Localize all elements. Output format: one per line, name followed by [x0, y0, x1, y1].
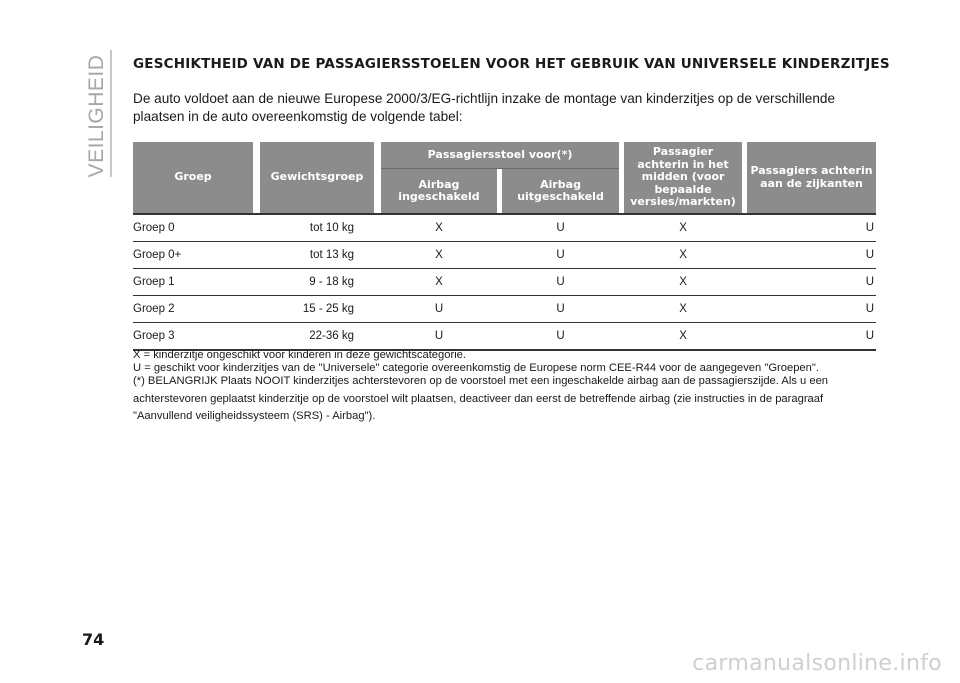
cell-rear-center: X — [624, 214, 742, 242]
cell-rear-center: X — [624, 242, 742, 269]
note-important: (*) BELANGRIJK Plaats NOOIT kinderzitjes achterstevoren op de voorstoel met een ingeschakelde airbag aan de passagierszijde. Als u een achterstevoren geplaatst kinderzitje op de voorstoel wilt plaatsen, deactiveer dan eerst de betreffende airbag (zie instructies in de paragraaf "Aanvullend veiligheidssysteem (SRS) - Airbag"). — [133, 375, 829, 422]
watermark: carmanualsonline.info — [692, 651, 942, 676]
table-notes — [133, 349, 878, 426]
page-number: 74 — [82, 630, 105, 649]
section-tab — [86, 56, 108, 176]
cell-group: Groep 0+ — [133, 242, 253, 269]
table-row — [133, 242, 876, 269]
header-row — [133, 142, 876, 169]
cell-weight: tot 10 kg — [260, 214, 374, 242]
cell-rear-side: U — [747, 296, 876, 323]
table-row — [133, 214, 876, 242]
cell-rear-center: X — [624, 323, 742, 351]
cell-weight: 22-36 kg — [260, 323, 374, 351]
cell-rear-side: U — [747, 242, 876, 269]
cell-airbag-off: U — [502, 242, 619, 269]
cell-airbag-off: U — [502, 323, 619, 351]
cell-weight: tot 13 kg — [260, 242, 374, 269]
intro-paragraph: De auto voldoet aan de nieuwe Europese 2000/3/EG-richtlijn inzake de montage van kinderzitjes op de verschillende plaatsen in de auto overeenkomstig de volgende tabel: — [133, 91, 836, 124]
cell-airbag-on: U — [381, 323, 497, 351]
cell-airbag-on: X — [381, 269, 497, 296]
cell-rear-side: U — [747, 323, 876, 351]
section-divider — [110, 50, 112, 177]
cell-group: Groep 0 — [133, 214, 253, 242]
table-row — [133, 296, 876, 323]
header-airbag-off: Airbag uitgeschakeld — [502, 169, 619, 215]
cell-group: Groep 3 — [133, 323, 253, 351]
cell-airbag-on: X — [381, 242, 497, 269]
cell-group: Groep 1 — [133, 269, 253, 296]
header-group: Groep — [133, 142, 253, 214]
header-rear-center: Passagier achterin in het midden (voor bepaalde versies/markten) — [624, 142, 742, 214]
cell-weight: 15 - 25 kg — [260, 296, 374, 323]
cell-rear-center: X — [624, 296, 742, 323]
table-row — [133, 269, 876, 296]
cell-airbag-off: U — [502, 269, 619, 296]
header-airbag-on: Airbag ingeschakeld — [381, 169, 497, 215]
section-tab-label: VEILIGHEID — [85, 54, 108, 178]
cell-airbag-off: U — [502, 296, 619, 323]
header-weight: Gewichtsgroep — [260, 142, 374, 214]
page-title: GESCHIKTHEID VAN DE PASSAGIERSSTOELEN VOOR HET GEBRUIK VAN UNIVERSELE KINDERZITJES — [133, 56, 890, 72]
cell-rear-side: U — [747, 269, 876, 296]
table-row — [133, 323, 876, 351]
note-x: X = kinderzitje ongeschikt voor kinderen in deze gewichtscategorie. — [133, 349, 467, 361]
header-rear-side: Passagiers achterin aan de zijkanten — [747, 142, 876, 214]
cell-airbag-off: U — [502, 214, 619, 242]
cell-rear-side: U — [747, 214, 876, 242]
cell-airbag-on: X — [381, 214, 497, 242]
cell-rear-center: X — [624, 269, 742, 296]
cell-airbag-on: U — [381, 296, 497, 323]
cell-group: Groep 2 — [133, 296, 253, 323]
child-seat-table — [133, 142, 876, 351]
header-passenger-seat: Passagiersstoel voor(*) — [381, 142, 619, 169]
note-u: U = geschikt voor kinderzitjes van de "Universele" categorie overeenkomstig de Europese norm CEE-R44 voor de aangegeven "Groepen". — [133, 362, 819, 374]
cell-weight: 9 - 18 kg — [260, 269, 374, 296]
